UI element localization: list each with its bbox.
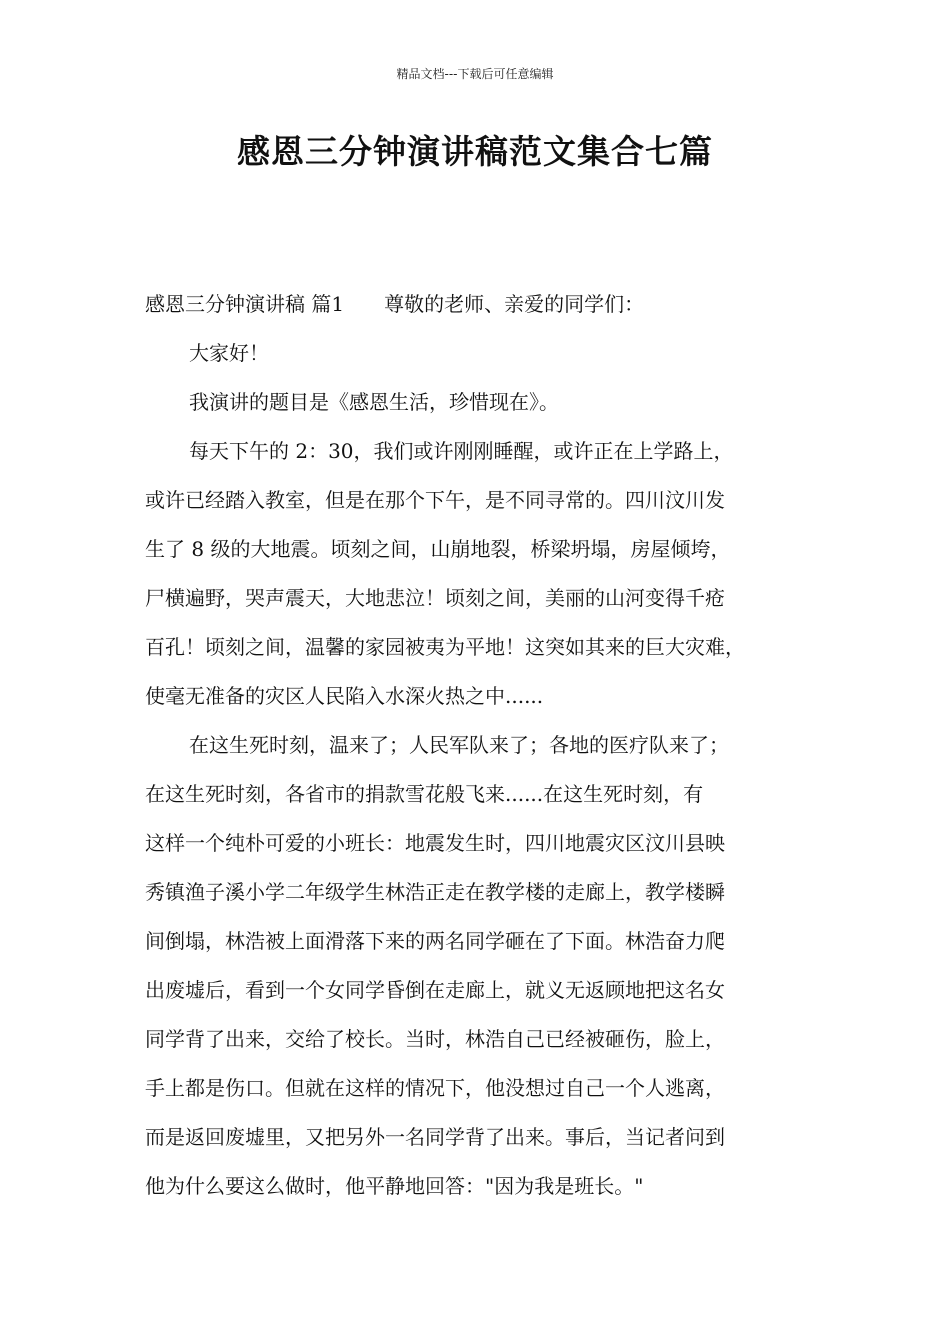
paragraph-earthquake — [145, 427, 825, 721]
paragraph-line: 出废墟后，看到一个女同学昏倒在走廊上，就义无返顾地把这名女 — [145, 978, 725, 1002]
paragraph-line: 他为什么要这么做时，他平静地回答："因为我是班长。" — [145, 1174, 644, 1198]
paragraph-line: 间倒塌，林浩被上面滑落下来的两名同学砸在了下面。林浩奋力爬 — [145, 929, 725, 953]
page-header-note: 精品文档---下载后可任意编辑 — [396, 67, 554, 81]
document-title: 感恩三分钟演讲稿范文集合七篇 — [237, 132, 713, 171]
paragraph-line: 尸横遍野，哭声震天，大地悲泣！顷刻之间，美丽的山河变得千疮 — [145, 586, 725, 610]
article-heading: 感恩三分钟演讲稿 篇1 — [145, 292, 345, 316]
paragraph-linhao-story — [145, 721, 825, 1211]
paragraph-line: 每天下午的 2：30，我们或许刚刚睡醒，或许正在上学路上， — [189, 439, 734, 463]
paragraph-line: 秀镇渔子溪小学二年级学生林浩正走在教学楼的走廊上，教学楼瞬 — [145, 880, 725, 904]
paragraph-line: 手上都是伤口。但就在这样的情况下，他没想过自己一个人逃离， — [145, 1076, 725, 1100]
paragraph-line: 同学背了出来，交给了校长。当时，林浩自己已经被砸伤，脸上， — [145, 1027, 725, 1051]
greeting: 大家好！ — [189, 341, 269, 365]
paragraph-line: 生了 8 级的大地震。顷刻之间，山崩地裂，桥梁坍塌，房屋倾垮， — [145, 537, 731, 561]
paragraph-line: 而是返回废墟里，又把另外一名同学背了出来。事后，当记者问到 — [145, 1125, 725, 1149]
paragraph-line: 使毫无准备的灾区人民陷入水深火热之中...... — [145, 684, 544, 708]
paragraph-line: 这样一个纯朴可爱的小班长：地震发生时，四川地震灾区汶川县映 — [145, 831, 725, 855]
article-heading-line — [145, 280, 825, 329]
document-body — [145, 280, 825, 1211]
paragraph-line: 在这生死时刻，温来了；人民军队来了；各地的医疗队来了； — [189, 733, 729, 757]
salutation: 尊敬的老师、亲爱的同学们： — [384, 292, 645, 316]
paragraph-line: 百孔！顷刻之间，温馨的家园被夷为平地！这突如其来的巨大灾难， — [145, 635, 745, 659]
speech-topic: 我演讲的题目是《感恩生活，珍惜现在》。 — [189, 390, 559, 414]
paragraph-line: 或许已经踏入教室，但是在那个下午，是不同寻常的。四川汶川发 — [145, 488, 725, 512]
paragraph-line: 在这生死时刻，各省市的捐款雪花般飞来......在这生死时刻，有 — [145, 782, 704, 806]
